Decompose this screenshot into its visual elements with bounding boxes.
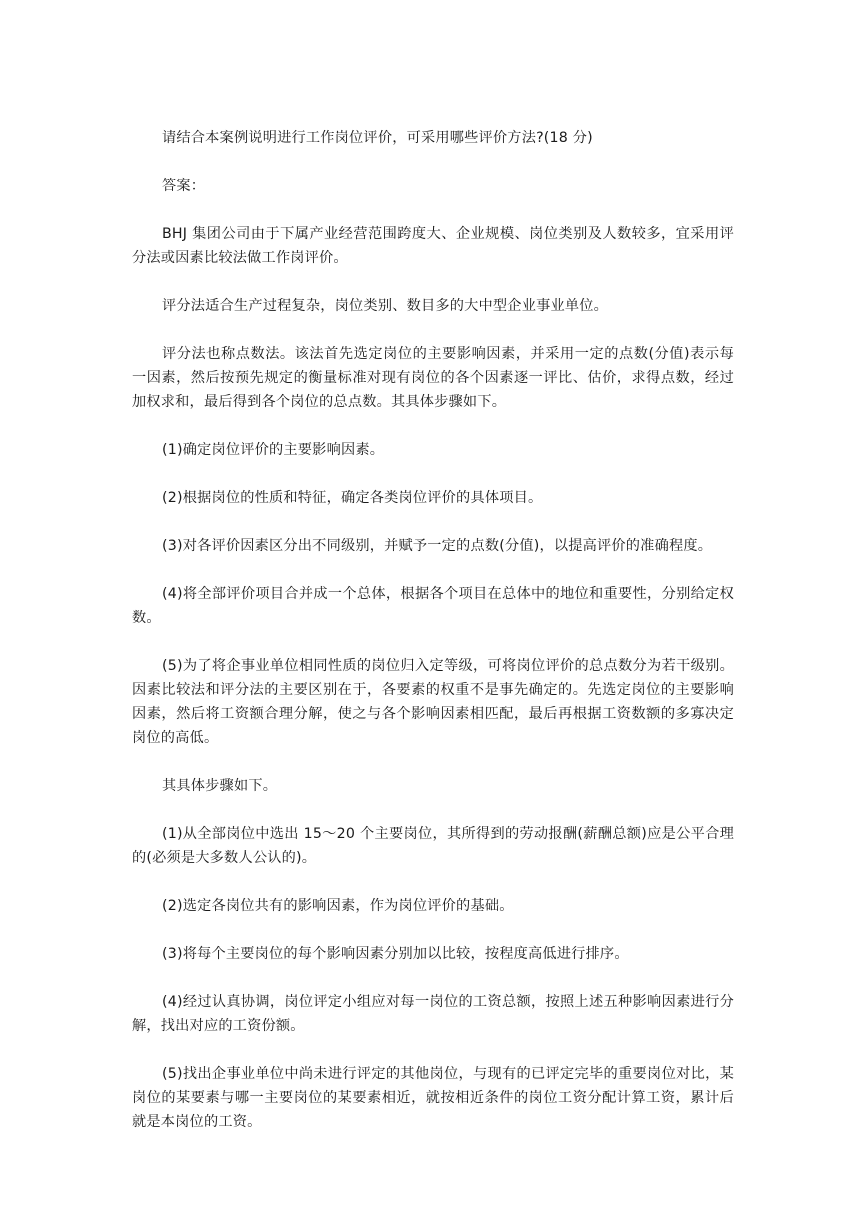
question-paragraph: 请结合本案例说明进行工作岗位评价，可采用哪些评价方法?(18 分): [162, 130, 593, 146]
point-method-step-1: (1)确定岗位评价的主要影响因素。: [162, 442, 385, 458]
answer-paragraph-point-method: 评分法也称点数法。该法首先选定岗位的主要影响因素，并采用一定的点数(分值)表示每一因素，然后按预先规定的衡量标准对现有岗位的各个因素逐一评比、估价，求得点数，经过加权求和，最后得到各个岗位的总点数。其具体步骤如下。: [132, 346, 734, 410]
document-body: [132, 126, 734, 1134]
factor-comparison-step-4: (4)经过认真协调，岗位评定小组应对每一岗位的工资总额，按照上述五种影响因素进行分解，找出对应的工资份额。: [132, 994, 734, 1034]
factor-comparison-steps-heading: 其具体步骤如下。: [162, 778, 278, 794]
factor-comparison-step-2: (2)选定各岗位共有的影响因素，作为岗位评价的基础。: [162, 898, 514, 914]
answer-heading: 答案：: [162, 178, 206, 194]
point-method-step-2: (2)根据岗位的性质和特征，确定各类岗位评价的具体项目。: [162, 490, 543, 506]
factor-comparison-step-3: (3)将每个主要岗位的每个影响因素分别加以比较，按程度高低进行排序。: [162, 946, 629, 962]
point-method-step-3: (3)对各评价因素区分出不同级别，并赋予一定的点数(分值)，以提高评价的准确程度。: [162, 538, 713, 554]
point-method-step-5: (5)为了将企事业单位相同性质的岗位归入定等级，可将岗位评价的总点数分为若干级别。因素比较法和评分法的主要区别在于，各要素的权重不是事先确定的。先选定岗位的主要影响因素，然后将工资额合理分解，使之与各个影响因素相匹配，最后再根据工资数额的多寡决定岗位的高低。: [132, 658, 734, 746]
factor-comparison-step-1: (1)从全部岗位中选出 15～20 个主要岗位，其所得到的劳动报酬(薪酬总额)应是公平合理的(必须是大多数人公认的)。: [132, 826, 734, 866]
answer-paragraph-intro: BHJ 集团公司由于下属产业经营范围跨度大、企业规模、岗位类别及人数较多，宜采用评分法或因素比较法做工作岗评价。: [132, 226, 734, 266]
point-method-step-4: (4)将全部评价项目合并成一个总体，根据各个项目在总体中的地位和重要性，分别给定权数。: [132, 586, 734, 626]
answer-paragraph-scope: 评分法适合生产过程复杂，岗位类别、数目多的大中型企业事业单位。: [162, 298, 609, 314]
factor-comparison-step-5: (5)找出企事业单位中尚未进行评定的其他岗位，与现有的已评定完毕的重要岗位对比，某岗位的某要素与哪一主要岗位的某要素相近，就按相近条件的岗位工资分配计算工资，累计后就是本岗位的工资。: [132, 1066, 734, 1130]
